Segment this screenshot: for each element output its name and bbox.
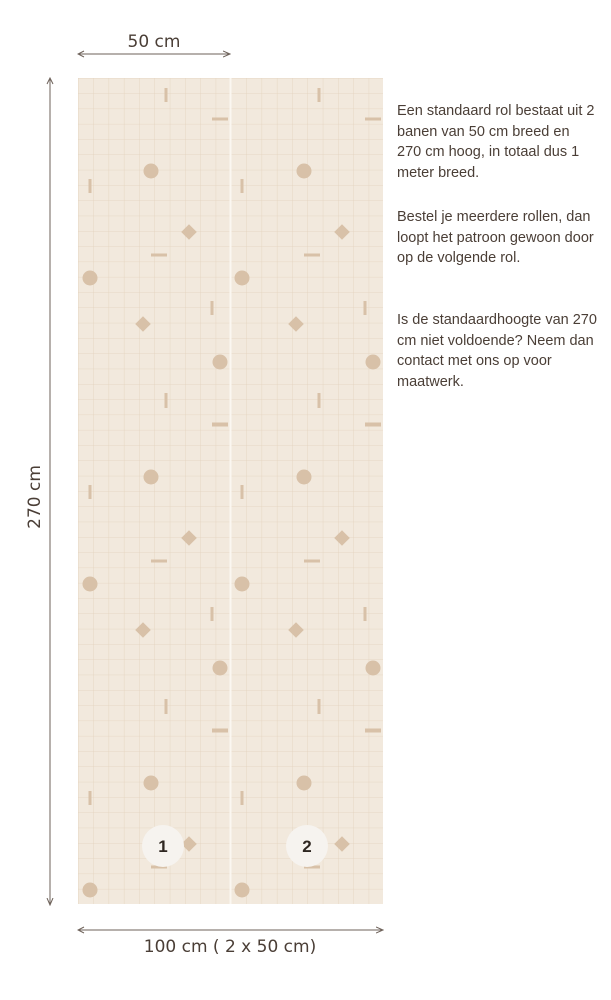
dot-motif xyxy=(83,577,98,592)
bar-motif xyxy=(364,607,367,621)
panel-1-badge xyxy=(142,825,184,867)
panel-2-number: 2 xyxy=(302,837,312,856)
bar-motif xyxy=(241,791,244,805)
dash-motif xyxy=(212,118,228,121)
dot-motif xyxy=(144,470,159,485)
dash-motif xyxy=(151,254,167,257)
dot-motif xyxy=(366,355,381,370)
pattern-continuation-note: Bestel je meerdere rollen, dan loopt het patroon gewoon door op de volgende rol. xyxy=(397,209,594,266)
top-width-label: 50 cm xyxy=(127,32,181,52)
dot-motif xyxy=(83,271,98,286)
height-label: 270 cm xyxy=(25,465,45,529)
top-width-dimension xyxy=(78,32,230,54)
height-dimension xyxy=(25,78,50,905)
bar-motif xyxy=(318,88,321,102)
dash-motif xyxy=(365,424,381,427)
dot-motif xyxy=(235,577,250,592)
dot-motif xyxy=(235,271,250,286)
dot-motif xyxy=(213,661,228,676)
dot-motif xyxy=(235,883,250,898)
panel-2-badge xyxy=(286,825,328,867)
dash-motif xyxy=(304,254,320,257)
panel-1-number: 1 xyxy=(158,837,168,856)
bar-motif xyxy=(89,179,92,193)
dot-motif xyxy=(366,661,381,676)
dot-motif xyxy=(144,164,159,179)
bar-motif xyxy=(89,485,92,499)
dot-motif xyxy=(297,470,312,485)
dot-motif xyxy=(213,355,228,370)
bar-motif xyxy=(364,301,367,315)
roll-description: Een standaard rol bestaat uit 2 banen van 50 cm breed en 270 cm hoog, in totaal dus 1 meter breed. xyxy=(397,103,595,181)
dash-motif xyxy=(212,424,228,427)
bar-motif xyxy=(89,791,92,805)
dot-motif xyxy=(297,164,312,179)
dash-motif xyxy=(151,560,167,563)
dot-motif xyxy=(297,776,312,791)
bar-motif xyxy=(318,700,321,714)
dot-motif xyxy=(83,883,98,898)
bottom-width-label: 100 cm ( 2 x 50 cm) xyxy=(143,937,317,957)
bar-motif xyxy=(165,700,168,714)
bar-motif xyxy=(241,485,244,499)
bar-motif xyxy=(318,394,321,408)
bar-motif xyxy=(211,301,214,315)
dash-motif xyxy=(365,118,381,121)
dot-motif xyxy=(144,776,159,791)
dash-motif xyxy=(212,730,228,733)
dash-motif xyxy=(304,560,320,563)
bar-motif xyxy=(165,394,168,408)
bar-motif xyxy=(211,607,214,621)
bottom-width-dimension xyxy=(78,930,383,957)
bar-motif xyxy=(241,179,244,193)
bar-motif xyxy=(165,88,168,102)
custom-size-note: Is de standaardhoogte van 270 cm niet voldoende? Neem dan contact met ons op voor maatwerk. xyxy=(397,312,597,390)
dash-motif xyxy=(365,730,381,733)
wallpaper-roll xyxy=(78,78,383,904)
